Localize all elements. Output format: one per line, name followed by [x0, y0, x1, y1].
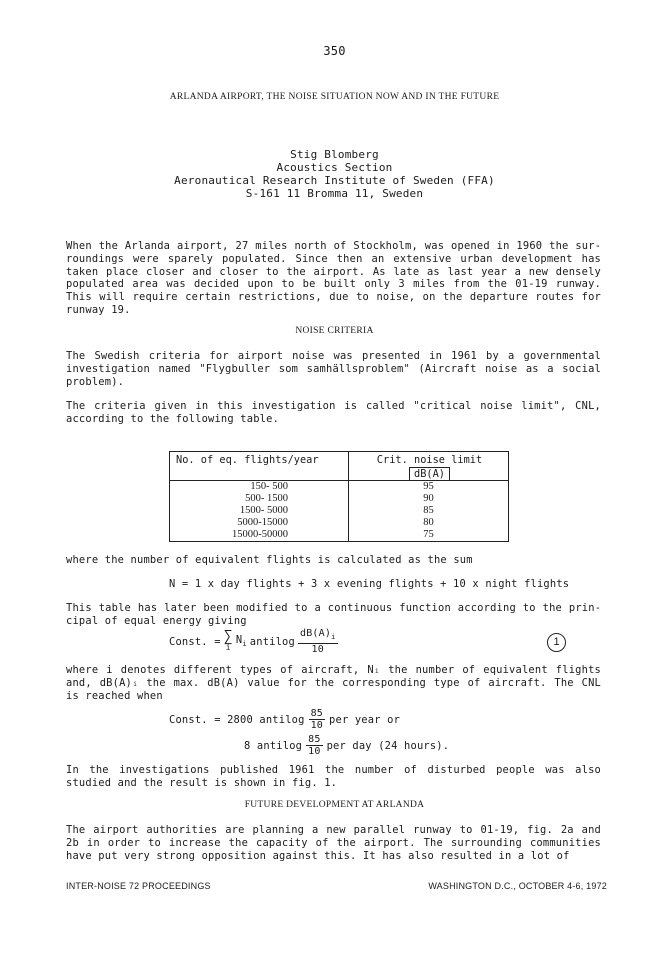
table-cell-limit: 85: [349, 505, 509, 517]
table-cell-flights: 15000-50000: [170, 529, 349, 542]
table-row: [170, 529, 509, 542]
eq3-tail: per day (24 hours).: [326, 739, 450, 752]
eq2-denominator: 10: [310, 720, 324, 731]
author-name: Stig Blomberg: [290, 148, 379, 161]
author-institute: Aeronautical Research Institute of Sweden (FFA): [174, 174, 495, 187]
equation-number-badge: 1: [547, 633, 566, 652]
eq1-lhs: Const. =: [169, 635, 221, 648]
equivalent-flights-formula: N = 1 x day flights + 3 x evening flights + 10 x night flights: [169, 578, 570, 590]
criteria-paragraph-5: where i denotes different types of aircraft, Nᵢ the number of equivalent flights and, dB(A)ᵢ the max. dB(A) value for the corresponding type of aircraft. The CNL is reached when: [66, 664, 601, 702]
eq3-lhs: 8 antilog: [244, 739, 303, 752]
eq1-numerator-text: dB(A): [299, 628, 332, 639]
eq1-term: [236, 634, 247, 648]
paper-title: ARLANDA AIRPORT, THE NOISE SITUATION NOW AND IN THE FUTURE: [169, 92, 500, 102]
table-cell-flights: 150- 500: [170, 481, 349, 494]
noise-criteria-heading: NOISE CRITERIA: [295, 326, 374, 336]
table-row: [170, 493, 509, 505]
table-cell-limit: 75: [349, 529, 509, 542]
eq1-fraction: [298, 628, 338, 655]
page-number: 350: [323, 44, 346, 58]
table-header-unit: dB(A): [409, 467, 450, 480]
footer-proceedings: INTER-NOISE 72 PROCEEDINGS: [66, 881, 211, 891]
sigma-symbol: ∑: [223, 626, 233, 645]
eq3-denominator: 10: [308, 746, 321, 757]
equation-3: [244, 734, 449, 757]
eq1-numerator-subscript: i: [331, 633, 336, 641]
future-paragraph-1: The airport authorities are planning a new parallel runway to 01-19, fig. 2a and 2b in order to increase the capacity of the airport. The surrounding communities have put very strong opposition against this. It has also resulted in a lot of: [66, 824, 601, 862]
table-header-limit: [349, 452, 509, 481]
footer-location-date: WASHINGTON D.C., OCTOBER 4-6, 1972: [428, 881, 607, 891]
future-development-heading: FUTURE DEVELOPMENT AT ARLANDA: [244, 800, 425, 810]
eq3-numerator: 85: [308, 734, 321, 745]
criteria-paragraph-3: where the number of equivalent flights is calculated as the sum: [66, 554, 473, 566]
table-cell-flights: 5000-15000: [170, 517, 349, 529]
criteria-paragraph-6: In the investigations published 1961 the number of disturbed people was also studied and the result is shown in fig. 1.: [66, 764, 601, 789]
criteria-paragraph-4: This table has later been modified to a continuous function according to the principal of equal energy giving: [66, 602, 601, 627]
eq1-numerator: [298, 628, 338, 644]
eq2-tail: per year or: [329, 713, 401, 726]
criteria-paragraph-2: The criteria given in this investigation is called "critical noise limit", CNL, according to the following table.: [66, 400, 601, 425]
eq2-lhs: Const. = 2800 antilog: [169, 713, 305, 726]
author-address: S-161 11 Bromma 11, Sweden: [245, 187, 424, 200]
criteria-paragraph-1: The Swedish criteria for airport noise was presented in 1961 by a governmental investigation named "Flygbuller som samhällsproblem" (Aircraft noise as a social problem).: [66, 350, 601, 388]
table-header-flights: No. of eq. flights/year: [170, 452, 349, 481]
intro-paragraph: When the Arlanda airport, 27 miles north of Stockholm, was opened in 1960 the surroundings were sparely populated. Since then an extensive urban development has taken place closer and closer to the airport. As late as last year a new densely populated area was decided upon to be built only 3 miles from the 01-19 runway. This will require certain restrictions, due to noise, on the departure routes for runway 19.: [66, 240, 601, 316]
eq3-fraction: [306, 734, 322, 757]
eq1-term-symbol: N: [235, 634, 243, 647]
eq2-numerator: 85: [310, 708, 324, 719]
equation-2: [169, 708, 400, 731]
eq1-denominator: 10: [311, 644, 324, 655]
table-row: [170, 505, 509, 517]
criteria-table: [169, 451, 509, 542]
table-cell-limit: 80: [349, 517, 509, 529]
author-section: Acoustics Section: [276, 161, 393, 174]
table-cell-limit: 95: [349, 481, 509, 494]
table-cell-flights: 1500- 5000: [170, 505, 349, 517]
table-cell-limit: 90: [349, 493, 509, 505]
table-row: [170, 517, 509, 529]
eq2-fraction: [309, 708, 325, 731]
table-header-limit-label: Crit. noise limit: [376, 454, 483, 466]
table-row: [170, 481, 509, 494]
table-cell-flights: 500- 1500: [170, 493, 349, 505]
equation-1: [169, 628, 338, 655]
eq1-func: antilog: [249, 635, 295, 648]
eq1-sigma: [223, 626, 233, 653]
sigma-subscript: i: [225, 642, 231, 652]
eq1-term-subscript: i: [242, 640, 247, 649]
